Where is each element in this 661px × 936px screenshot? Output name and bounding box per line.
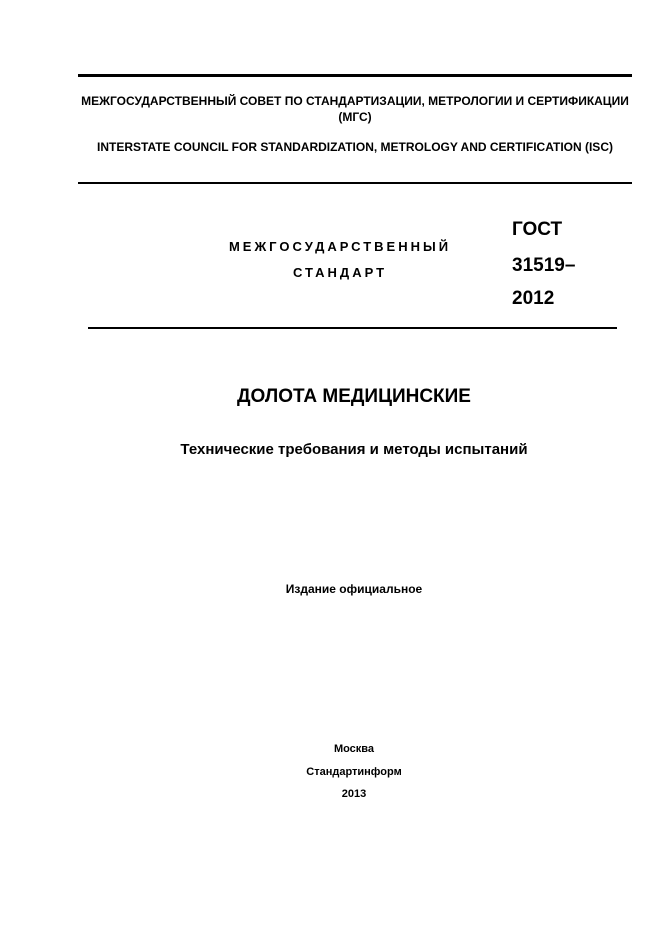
standard-kind-line-2: СТАНДАРТ bbox=[292, 265, 388, 280]
document-subtitle: Технические требования и методы испытаний bbox=[180, 441, 528, 458]
top-divider bbox=[78, 74, 632, 77]
imprint-publisher: Стандартинформ bbox=[306, 766, 402, 778]
designation-divider bbox=[88, 327, 617, 329]
edition-note: Издание официальное bbox=[285, 582, 423, 596]
council-name-en: INTERSTATE COUNCIL FOR STANDARDIZATION, METROLOGY AND CERTIFICATION (ISC) bbox=[97, 140, 613, 154]
standard-designation-prefix: ГОСТ bbox=[512, 219, 563, 240]
standard-designation-number: 31519– bbox=[512, 255, 576, 276]
standard-designation-year: 2012 bbox=[512, 288, 555, 309]
document-title: ДОЛОТА МЕДИЦИНСКИЕ bbox=[237, 386, 471, 407]
middle-divider bbox=[78, 182, 632, 184]
council-name-ru: МЕЖГОСУДАРСТВЕННЫЙ СОВЕТ ПО СТАНДАРТИЗАЦИИ, МЕТРОЛОГИИ И СЕРТИФИКАЦИИ (МГС) bbox=[81, 94, 629, 124]
imprint-city: Москва bbox=[333, 743, 375, 755]
imprint-year: 2013 bbox=[341, 788, 367, 800]
standard-kind-line-1: МЕЖГОСУДАРСТВЕННЫЙ bbox=[228, 239, 452, 254]
